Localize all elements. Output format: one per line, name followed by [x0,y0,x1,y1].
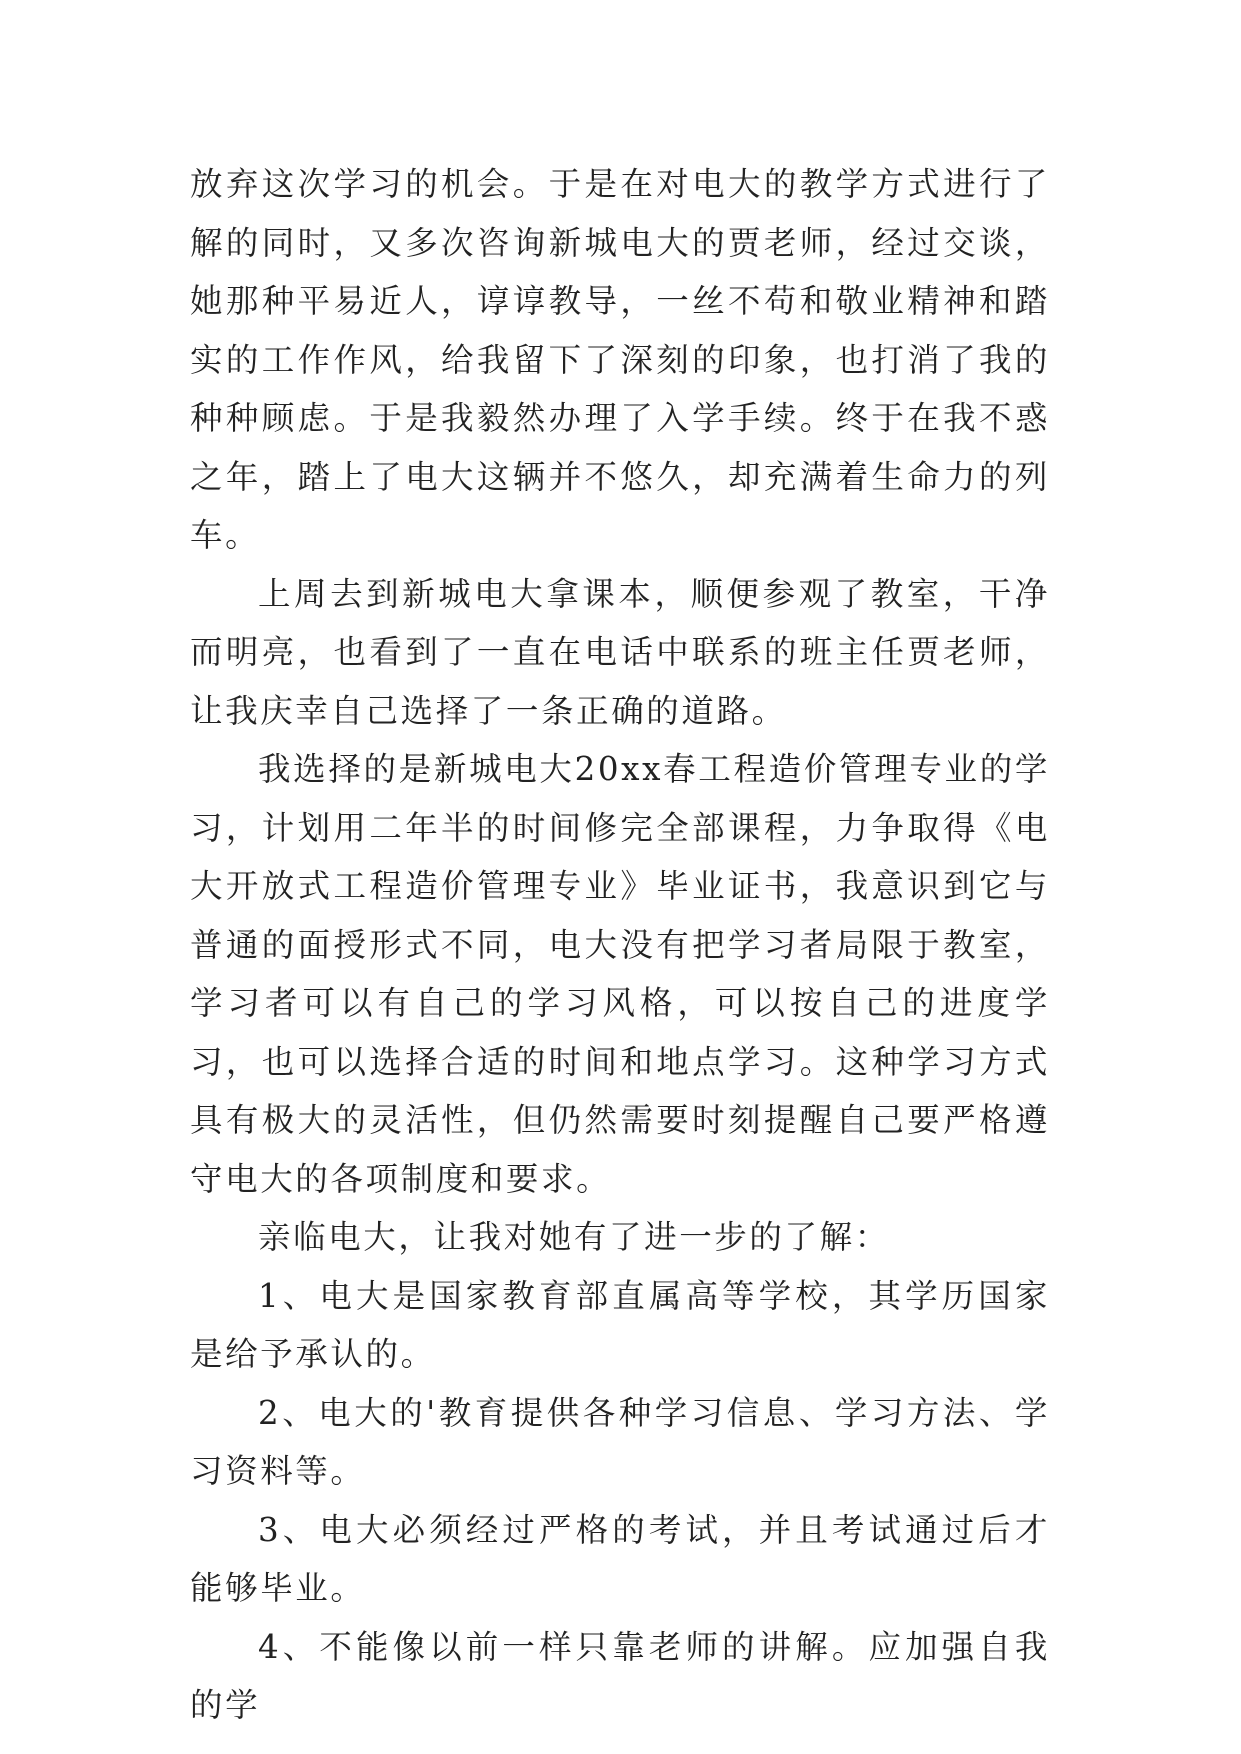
paragraph-2: 上周去到新城电大拿课本，顺便参观了教室，干净而明亮，也看到了一直在电话中联系的班主任贾老师，让我庆幸自己选择了一条正确的道路。 [190,574,1050,730]
paragraph-4: 亲临电大，让我对她有了进一步的了解： [258,1218,890,1256]
list-item-3: 3、电大必须经过严格的考试，并且考试通过后才能够毕业。 [190,1510,1050,1607]
list-item-4: 4、不能像以前一样只靠老师的讲解。应加强自我的学 [190,1627,1050,1724]
paragraph-3: 我选择的是新城电大20xx春工程造价管理专业的学习，计划用二年半的时间修完全部课程，力争取得《电大开放式工程造价管理专业》毕业证书，我意识到它与普通的面授形式不同，电大没有把学习者局限于教室，学习者可以有自己的学习风格，可以按自己的进度学习，也可以选择合适的时间和地点学习。这种学习方式具有极大的灵活性，但仍然需要时刻提醒自己要严格遵守电大的各项制度和要求。 [190,750,1050,1198]
list-item-2: 2、电大的'教育提供各种学习信息、学习方法、学习资料等。 [190,1393,1050,1490]
list-item-1: 1、电大是国家教育部直属高等学校，其学历国家是给予承认的。 [190,1276,1050,1373]
document-body [190,155,1050,1735]
paragraph-1: 放弃这次学习的机会。于是在对电大的教学方式进行了解的同时，又多次咨询新城电大的贾老师，经过交谈，她那种平易近人，谆谆教导，一丝不苟和敬业精神和踏实的工作作风，给我留下了深刻的印象，也打消了我的种种顾虑。于是我毅然办理了入学手续。终于在我不惑之年，踏上了电大这辆并不悠久，却充满着生命力的列车。 [190,165,1050,554]
